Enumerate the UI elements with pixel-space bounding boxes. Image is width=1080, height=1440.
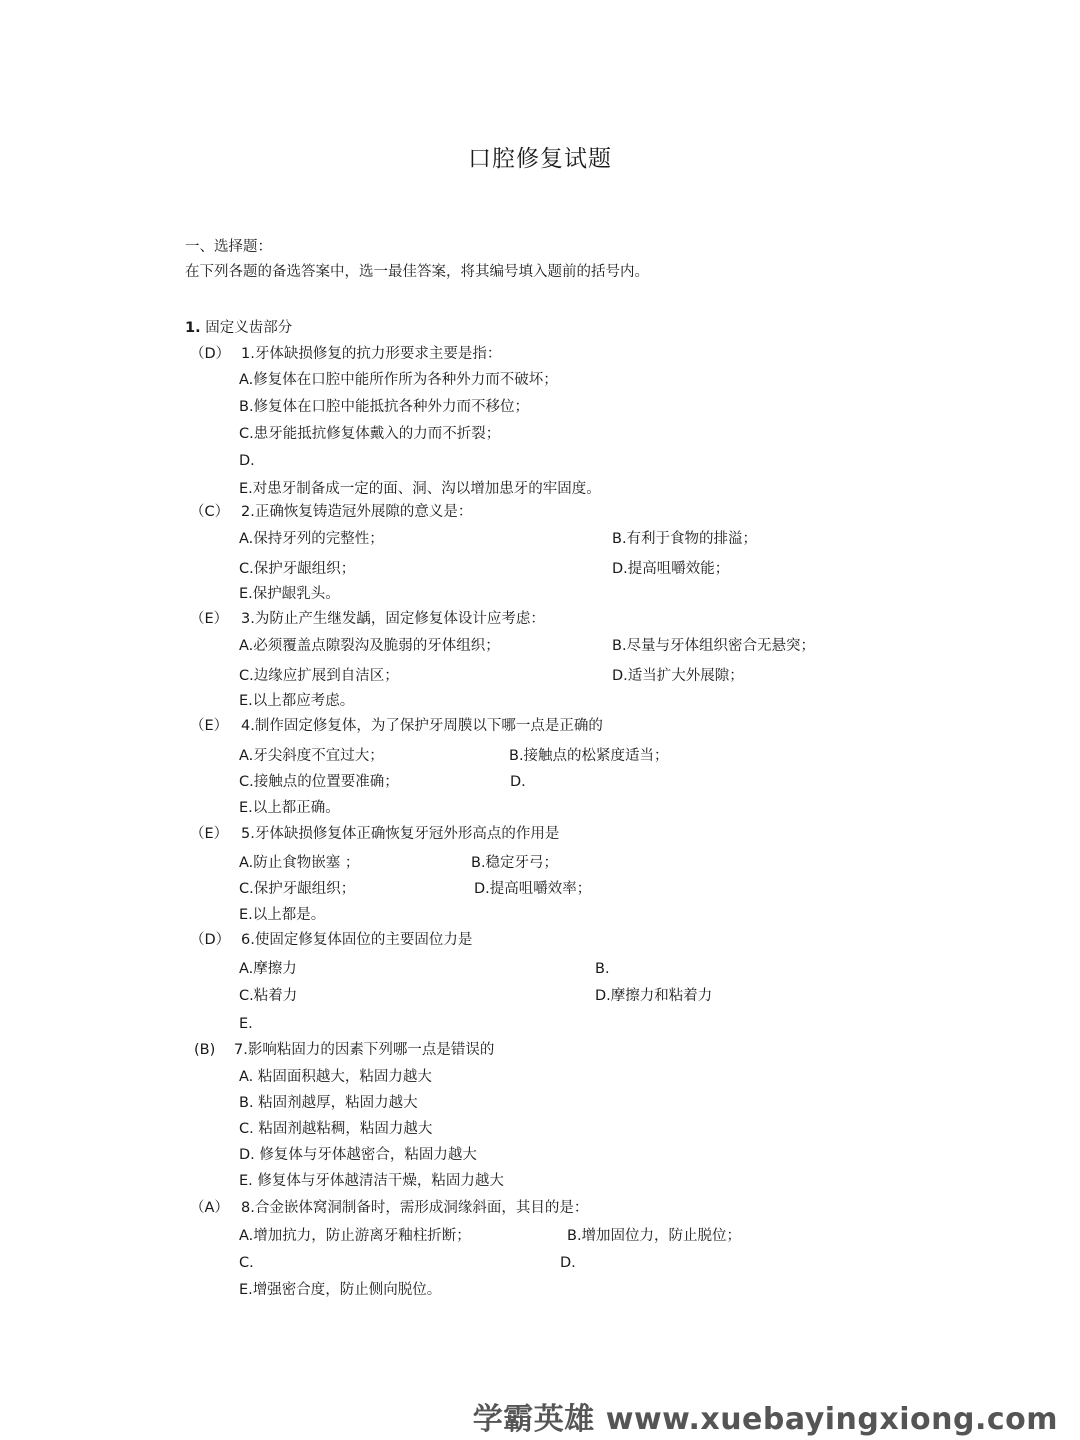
option: D.摩擦力和粘着力 xyxy=(595,988,713,1004)
option: E.保护龈乳头。 xyxy=(239,586,340,602)
question-stem: 7.影响粘固力的因素下列哪一点是错误的 xyxy=(234,1042,495,1058)
option: D. xyxy=(239,453,255,469)
question-stem: 4.制作固定修复体，为了保护牙周膜以下哪一点是正确的 xyxy=(241,718,603,734)
option: E.对患牙制备成一定的面、洞、沟以增加患牙的牢固度。 xyxy=(239,481,601,497)
option: C.患牙能抵抗修复体戴入的力而不折裂； xyxy=(239,426,501,442)
watermark: 学霸英雄 www.xuebayingxiong.com xyxy=(472,1402,1058,1437)
option: A.防止食物嵌塞 ； xyxy=(239,855,360,871)
question-stem: 8.合金嵌体窝洞制备时，需形成洞缘斜面，其目的是： xyxy=(241,1200,589,1216)
section-instruction: 在下列各题的备选答案中，选一最佳答案，将其编号填入题前的括号内。 xyxy=(185,264,649,280)
option: A.增加抗力，防止游离牙釉柱折断； xyxy=(239,1228,471,1244)
question-stem: 6.使固定修复体固位的主要固位力是 xyxy=(241,932,473,948)
option: C. 粘固剂越粘稠，粘固力越大 xyxy=(239,1121,433,1137)
option: C.保护牙龈组织； xyxy=(239,881,356,897)
option: D. xyxy=(510,774,526,790)
option: A.牙尖斜度不宜过大； xyxy=(239,748,384,764)
option: A.修复体在口腔中能所作所为各种外力而不破坏； xyxy=(239,372,558,388)
question-stem: 2.正确恢复铸造冠外展隙的意义是： xyxy=(241,504,473,520)
part-heading xyxy=(185,319,292,337)
answer-mark: （A） xyxy=(190,1200,229,1216)
option: E. xyxy=(239,1016,253,1032)
option: B.有利于食物的排溢； xyxy=(612,531,758,547)
option: A.保持牙列的完整性； xyxy=(239,531,384,547)
part-label: 固定义齿部分 xyxy=(205,320,293,336)
answer-mark: （D） xyxy=(190,932,231,948)
option: C.边缘应扩展到自洁区； xyxy=(239,668,399,684)
option: E.以上都是。 xyxy=(239,907,326,923)
part-number: 1. xyxy=(185,320,201,336)
option: B. 粘固剂越厚，粘固力越大 xyxy=(239,1095,418,1111)
option: C. xyxy=(239,1255,254,1271)
option: D.适当扩大外展隙； xyxy=(612,668,744,684)
answer-mark: (B) xyxy=(194,1042,216,1058)
option: B. xyxy=(595,961,610,977)
section-heading: 一、选择题： xyxy=(185,239,272,255)
option: D.提高咀嚼效能； xyxy=(612,561,730,577)
answer-mark: （C） xyxy=(190,504,230,520)
option: E.以上都应考虑。 xyxy=(239,693,355,709)
option: C.接触点的位置要准确； xyxy=(239,774,399,790)
question-stem: 5.牙体缺损修复体正确恢复牙冠外形高点的作用是 xyxy=(241,826,560,842)
option: D. xyxy=(560,1255,576,1271)
answer-mark: （E） xyxy=(190,718,229,734)
option: A. 粘固面积越大，粘固力越大 xyxy=(239,1069,432,1085)
answer-mark: （E） xyxy=(190,826,229,842)
option: A.必须覆盖点隙裂沟及脆弱的牙体组织； xyxy=(239,638,500,654)
answer-mark: （D） xyxy=(190,346,231,362)
option: E.以上都正确。 xyxy=(239,800,340,816)
option: C.粘着力 xyxy=(239,988,298,1004)
option: C.保护牙龈组织； xyxy=(239,561,356,577)
answer-mark: （E） xyxy=(190,611,229,627)
option: E.增强密合度，防止侧向脱位。 xyxy=(239,1282,442,1298)
option: D.提高咀嚼效率； xyxy=(474,881,592,897)
option: B.修复体在口腔中能抵抗各种外力而不移位； xyxy=(239,399,530,415)
option: B.稳定牙弓； xyxy=(471,855,559,871)
option: B.接触点的松紧度适当； xyxy=(509,748,669,764)
page-title: 口腔修复试题 xyxy=(468,146,612,172)
option: D. 修复体与牙体越密合，粘固力越大 xyxy=(239,1147,477,1163)
option: E. 修复体与牙体越清洁干燥，粘固力越大 xyxy=(239,1173,504,1189)
question-stem: 3.为防止产生继发龋，固定修复体设计应考虑： xyxy=(241,611,545,627)
option: B.增加固位力，防止脱位； xyxy=(567,1228,742,1244)
option: A.摩擦力 xyxy=(239,961,297,977)
question-stem: 1.牙体缺损修复的抗力形要求主要是指： xyxy=(241,346,502,362)
option: B.尽量与牙体组织密合无悬突； xyxy=(612,638,816,654)
